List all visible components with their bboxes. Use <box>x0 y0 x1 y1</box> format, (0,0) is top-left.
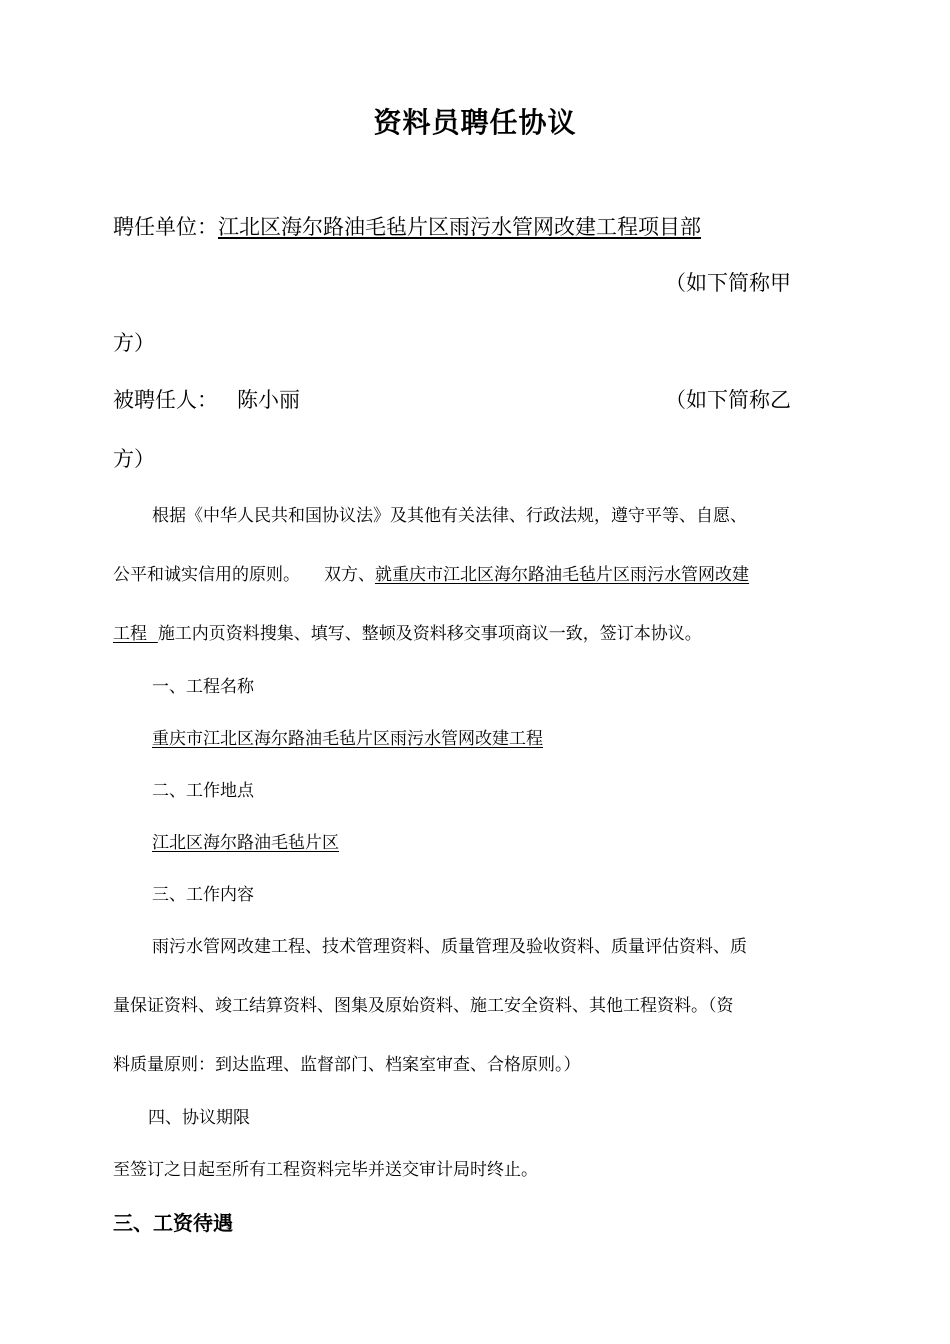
employee-abbr-end: 方） <box>113 447 155 471</box>
term-value: 至签订之日起至所有工程资料完毕并送交审计局时终止。 <box>113 1160 538 1180</box>
employer-line <box>113 217 701 238</box>
intro-project-ref: 就重庆市江北区海尔路油毛毡片区雨污水管网改建 <box>375 565 749 585</box>
intro-scope: 施工内页资料搜集、填写、整顿及资料移交事项商议一致，签订本协议。 <box>157 624 702 644</box>
section-heading-term: 四、协议期限 <box>148 1108 250 1128</box>
intro-paragraph-line-3 <box>113 626 702 643</box>
intro-paragraph-line-1: 根据《中华人民共和国协议法》及其他有关法律、行政法规，遵守平等、自愿、 <box>152 506 747 526</box>
intro-project-ref-end: 工程 <box>113 624 158 644</box>
section-heading-salary: 三、工资待遇 <box>113 1211 233 1235</box>
section-heading-work-content: 三、工作内容 <box>152 885 254 905</box>
employer-name: 江北区海尔路油毛毡片区雨污水管网改建工程项目部 <box>218 215 701 239</box>
project-name-value: 重庆市江北区海尔路油毛毡片区雨污水管网改建工程 <box>152 729 543 749</box>
employer-abbr-end: 方） <box>113 331 155 355</box>
work-content-line-1: 雨污水管网改建工程、技术管理资料、质量管理及验收资料、质量评估资料、质 <box>152 937 747 957</box>
employer-label: 聘任单位： <box>113 215 218 239</box>
section-heading-location: 二、工作地点 <box>152 781 254 801</box>
employee-label: 被聘任人： <box>113 388 218 412</box>
work-content-line-2: 量保证资料、竣工结算资料、图集及原始资料、施工安全资料、其他工程资料。（资 <box>113 996 734 1016</box>
location-value: 江北区海尔路油毛毡片区 <box>152 833 339 853</box>
employer-abbr: （如下简称甲 <box>665 271 791 295</box>
employee-abbr: （如下简称乙 <box>665 388 791 412</box>
intro-text: 公平和诚实信用的原则。 <box>113 565 300 585</box>
work-content-line-3: 料质量原则：到达监理、监督部门、档案室审查、合格原则。） <box>113 1055 581 1075</box>
document-title: 资料员聘任协议 <box>373 106 577 139</box>
intro-parties: 双方、 <box>324 565 375 585</box>
employee-name: 陈小丽 <box>237 388 300 412</box>
section-heading-project-name: 一、工程名称 <box>152 677 254 697</box>
intro-paragraph-line-2 <box>113 567 749 584</box>
